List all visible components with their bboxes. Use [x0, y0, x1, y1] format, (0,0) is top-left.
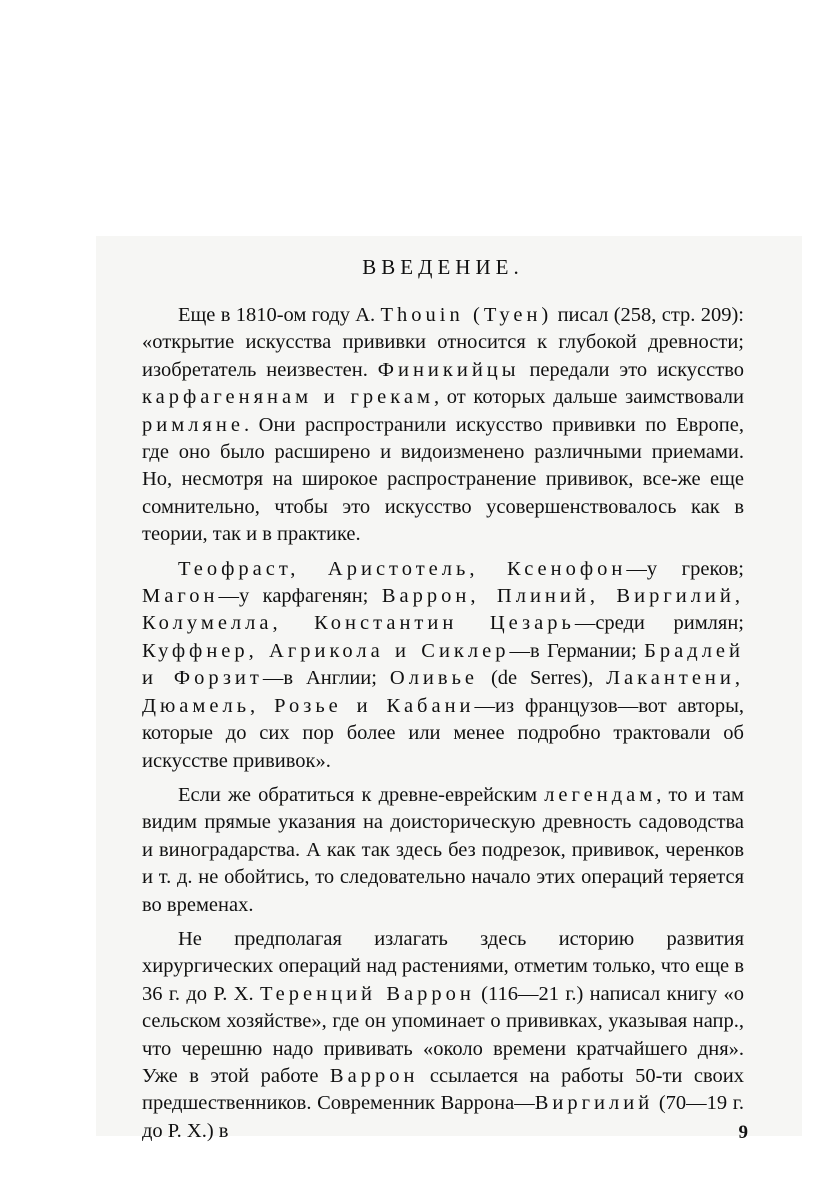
spaced-text: Теофраст, Аристотель, Ксенофон — [178, 557, 627, 580]
spaced-text: Куффнер, Агрикола и Сиклер — [142, 639, 510, 662]
spaced-text: Теренций Варрон — [259, 982, 475, 1005]
spaced-text: карфагенянам и грекам — [142, 386, 434, 409]
text-run: (de Serres), — [478, 667, 607, 690]
spaced-text: Варрон — [329, 1064, 419, 1087]
text-run: ссылается на работы 50-ти своих предшественников. Современник Варрона— — [142, 1064, 744, 1115]
spaced-text: Магон — [142, 585, 219, 608]
text-run: —у карфагенян; — [218, 585, 382, 608]
spaced-text: Варрон, Плиний, Виргилий, Колумелла, Константин Цезарь — [142, 585, 744, 635]
body-text — [142, 302, 744, 1145]
text-run: —среди римлян; — [574, 612, 744, 635]
paragraph — [142, 302, 744, 549]
paragraph — [142, 782, 744, 919]
paragraph — [142, 926, 744, 1145]
spaced-text: Брадлей и Форзит — [142, 639, 744, 690]
text-run: , от которых дальше заимствовали — [433, 386, 744, 409]
text-run: писал (258, стр. 209): «открытие искусства прививки относится к глубокой древности; изобретатель неизвестен. — [142, 304, 744, 381]
spaced-text: Оливье — [389, 667, 479, 690]
page-content — [142, 255, 744, 1152]
text-run: Если же обратиться к древне-еврейским — [178, 783, 545, 806]
page-number: 9 — [738, 1122, 748, 1143]
spaced-text: Виргилий — [534, 1092, 654, 1115]
text-run: —у греков; — [626, 557, 744, 580]
spaced-text: легендам — [544, 783, 657, 806]
paragraph — [142, 556, 744, 775]
text-run: передали это искусство — [519, 358, 745, 381]
text-run: Не предполагая излагать здесь историю развития хирургических операций над растениями, отметим только, что еще в 36 г. до Р. Х. — [142, 927, 744, 1005]
text-run: —в Германии; — [509, 639, 645, 662]
text-run: . Они распространили искусство прививки по Европе, где оно было расширено и видоизменено различными приемами. Но, несмотря на широкое распространение прививок, все-же еще сомнительно, чтобы это искусство усовершенствовалось как в теории, так и в практике. — [142, 413, 744, 546]
spaced-text: римляне — [142, 413, 244, 436]
text-run: , то и там видим прямые указания на доисторическую древность садоводства и виноградарства. А как так здесь без подрезок, прививок, черенков и т. д. не обойтись, то следовательно начало этих операций теряется во временах. — [142, 783, 744, 916]
text-run: —из французов—вот авторы, которые до сих пор более или менее подробно трактовали об искусстве прививок». — [142, 694, 744, 772]
spaced-text: Финикийцы — [377, 358, 520, 381]
spaced-text: Thouin (Туен) — [380, 304, 553, 326]
text-run: —в Англии; — [262, 667, 390, 690]
text-run: Еще в 1810-ом году A. — [178, 304, 381, 326]
text-run: (70—19 г. до Р. Х.) в — [142, 1092, 744, 1142]
spaced-text: Лакантени, Дюамель, Розье и Кабани — [142, 667, 744, 717]
text-run: (116—21 г.) написал книгу «о сельском хозяйстве», где он упоминает о прививках, указывая напр., что черешню надо прививать «около времени кратчайшего дня». Уже в этой работе — [142, 982, 744, 1087]
page-title: ВВЕДЕНИЕ. — [362, 255, 524, 279]
